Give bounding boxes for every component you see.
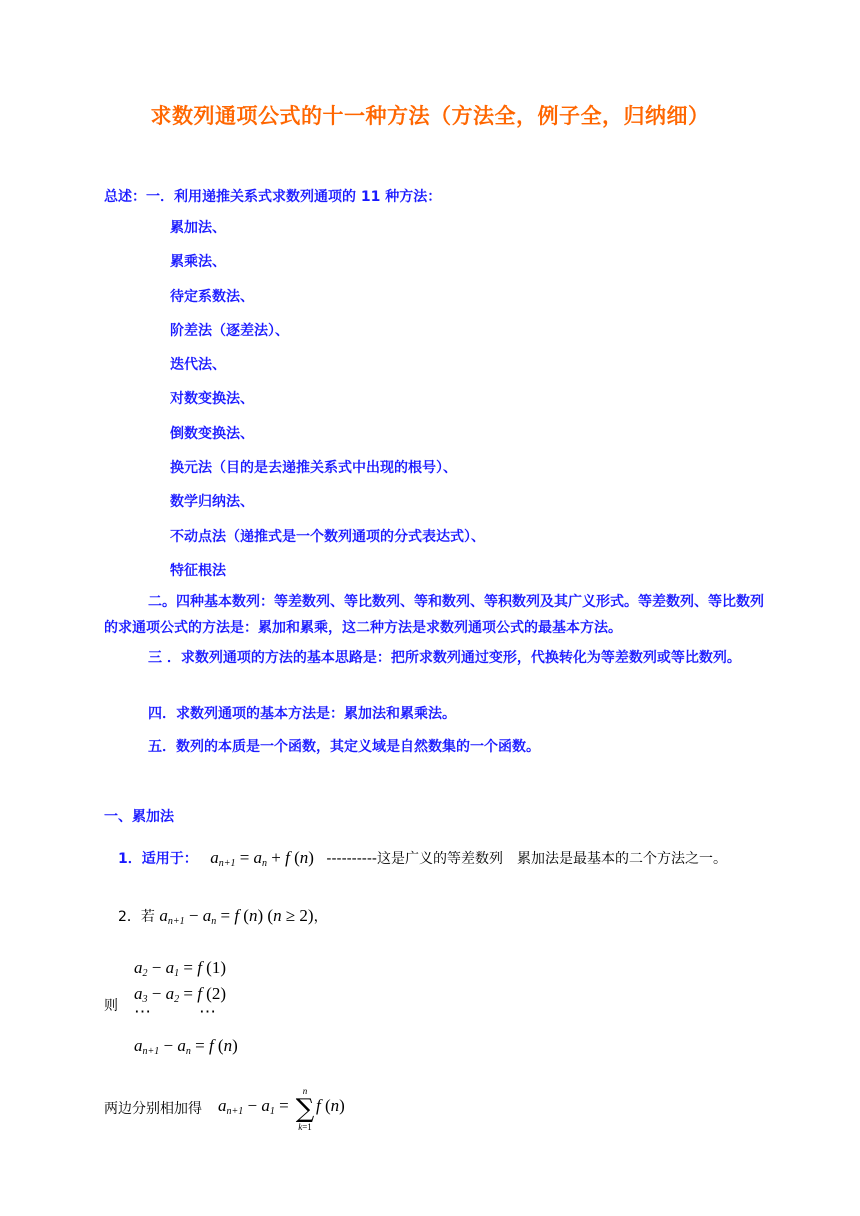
item-1 <box>118 848 727 869</box>
method-item: 数学归纳法、 <box>170 494 254 511</box>
item-2-label: 2．若 <box>118 909 155 925</box>
method-item: 累加法、 <box>170 220 226 236</box>
formula-sum-right: f (n) <box>316 1096 345 1115</box>
method-item: 换元法（目的是去递推关系式中出现的根号）、 <box>170 460 457 477</box>
equation-line: $a_2 - a_1 = f$ (1) <box>134 958 226 979</box>
formula-difference: $a_{n+1} - a_n = f$ (n) (n ≥ 2) <box>159 906 314 927</box>
overview-point-5: 五．数列的本质是一个函数，其定义域是自然数集的一个函数。 <box>148 739 540 755</box>
item-1-note: ----------这是广义的等差数列 累加法是最基本的二个方法之一。 <box>326 851 727 867</box>
overview-point-4: 四．求数列通项的基本方法是：累加法和累乘法。 <box>148 706 456 722</box>
method-item: 倒数变换法、 <box>170 425 254 442</box>
method-item: 不动点法（递推式是一个数列通项的分式表达式）、 <box>170 528 485 545</box>
equation-ellipsis: ⋯ ⋯ <box>134 1002 216 1021</box>
page-title: 求数列通项公式的十一种方法（方法全，例子全，归纳细） <box>150 104 710 128</box>
formula-sum-left: $a_{n+1} - a_1$ = <box>218 1096 289 1117</box>
method-item: 阶差法（逐差法）、 <box>170 322 289 339</box>
item-2: 2．若 $a_{n+1} - a_n = f$ (n) (n ≥ 2)， <box>118 906 328 927</box>
method-item: 迭代法、 <box>170 357 226 374</box>
sum-label: 两边分别相加得 <box>104 1101 202 1117</box>
overview-lead: 总述：一．利用递推关系式求数列通项的 11 种方法： <box>104 189 442 205</box>
section-heading-accumulate: 一、累加法 <box>104 809 174 825</box>
summation-symbol: n ∑ k=1 <box>295 1086 315 1132</box>
method-list <box>170 218 485 595</box>
item-1-label: 1．适用于： <box>118 851 198 867</box>
method-item: 特征根法 <box>170 562 226 579</box>
then-label: 则 <box>104 998 118 1014</box>
formula-recurrence: $a_{n+1} = a_n + f$ (n) <box>210 848 314 869</box>
method-item: 待定系数法、 <box>170 288 254 305</box>
method-item: 对数变换法、 <box>170 391 254 408</box>
equation-line: $a_3 - a_2 = f$ (2) <box>134 984 226 1005</box>
equation-list <box>134 955 238 1059</box>
method-item: 累乘法、 <box>170 254 226 271</box>
overview-point-2: 二。四种基本数列：等差数列、等比数列、等和数列、等积数列及其广义形式。等差数列、等比数列的求通项公式的方法是：累加和累乘，这二种方法是求数列通项公式的最基本方法。 <box>104 594 764 636</box>
equation-line: $a_{n+1} - a_n = f$ (n) <box>134 1036 238 1057</box>
overview-point-3: 三 ．求数列通项的方法的基本思路是：把所求数列通过变形，代换转化为等差数列或等比数列。 <box>148 650 741 666</box>
